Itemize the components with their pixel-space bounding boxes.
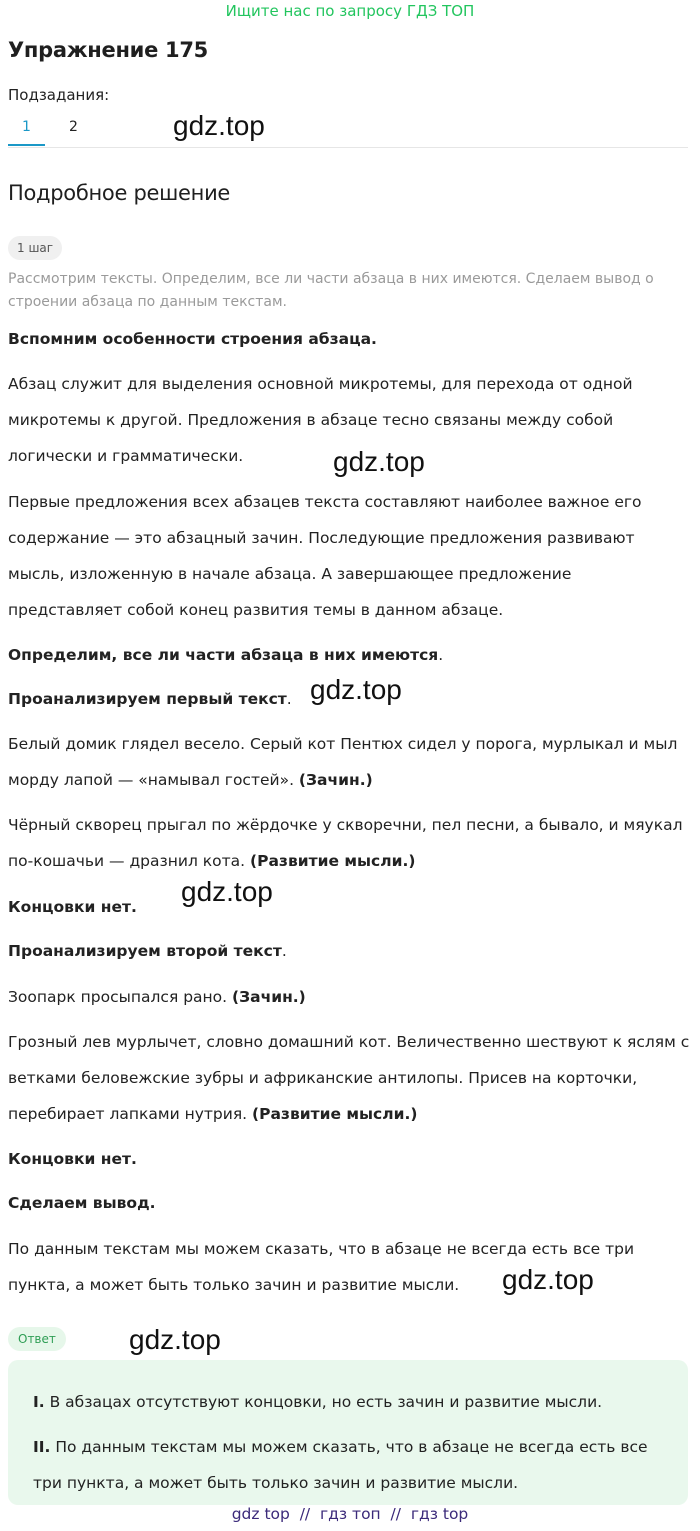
watermark: gdz.top [173, 110, 265, 141]
answer-badge: Ответ [8, 1327, 66, 1351]
subtasks-label: Подзадания: [8, 86, 110, 104]
conclude-heading: Сделаем вывод. [8, 1194, 156, 1212]
solution-title: Подробное решение [8, 181, 231, 205]
text1-p1-body: Белый домик глядел весело. Серый кот Пентюх сидел у порога, мурлыкал и мыл морду лапой — «намывал гостей». [8, 735, 678, 789]
text1-p2-note: (Развитие мысли.) [250, 852, 416, 870]
text2-p2-note: (Развитие мысли.) [252, 1105, 418, 1123]
text1-paragraph-1 [8, 726, 690, 798]
no-ending-2: Концовки нет. [8, 1150, 137, 1168]
text1-paragraph-2 [8, 807, 690, 879]
answer-1-text: В абзацах отсутствуют концовки, но есть зачин и развитие мысли. [44, 1393, 603, 1411]
analyze-first-end: . [286, 690, 292, 708]
analyze-second-end: . [281, 942, 287, 960]
subtask-tabs [8, 116, 688, 148]
tab-1[interactable]: 1 [8, 116, 45, 146]
analyze-first-text: Проанализируем первый текст [8, 690, 287, 708]
recall-heading: Вспомним особенности строения абзаца. [8, 330, 377, 348]
tab-2[interactable]: 2 [69, 119, 78, 135]
define-heading-end: . [438, 646, 444, 664]
analyze-second-text: Проанализируем второй текст [8, 942, 282, 960]
text1-p2-body: Чёрный скворец прыгал по жёрдочке у скворечни, пел песни, а бывало, и мяукал по-кошачьи — дразнил кота. [8, 816, 683, 870]
answer-item-1 [33, 1387, 673, 1417]
watermark: gdz.top [181, 876, 273, 907]
analyze-second-heading [8, 938, 690, 964]
text1-p1-note: (Зачин.) [298, 771, 373, 789]
no-ending-1: Концовки нет. [8, 898, 137, 916]
step-intro: Рассмотрим тексты. Определим, все ли части абзаца в них имеются. Сделаем вывод о строении абзаца по данным текстам. [8, 271, 654, 310]
text2-p1-body: Зоопарк просыпался рано. [8, 988, 233, 1006]
answer-item-2 [33, 1429, 673, 1501]
watermark: gdz.top [310, 674, 402, 705]
text2-paragraph-1 [8, 979, 690, 1015]
step-badge: 1 шаг [8, 236, 62, 260]
text2-p2-body: Грозный лев мурлычет, словно домашний кот. Величественно шествуют к яслям с ветками беловежские зубры и африканские антилопы. Присев на корточки, перебирает лапками нутрия. [8, 1033, 690, 1123]
footer-links[interactable]: gdz top // гдз топ // гдз top [231, 1505, 469, 1523]
watermark: gdz.top [502, 1264, 594, 1295]
answer-2-number: II. [33, 1438, 51, 1456]
define-heading [8, 642, 690, 668]
text2-p1-note: (Зачин.) [232, 988, 306, 1006]
zachin-paragraph: Первые предложения всех абзацев текста составляют наиболее важное его содержание — это абзацный зачин. Последующие предложения развивают мысль, изложенную в начале абзаца. А завершающее предложение представляет собой конец развития темы в данном абзаце. [8, 493, 642, 619]
abzac-paragraph: Абзац служит для выделения основной микротемы, для перехода от одной микротемы к другой. Предложения в абзаце тесно связаны между собой логически и грамматически. [8, 375, 633, 465]
watermark: gdz.top [333, 446, 425, 477]
text2-paragraph-2 [8, 1024, 690, 1132]
answer-2-text: По данным текстам мы можем сказать, что в абзаце не всегда есть все три пункта, а может быть только зачин и развитие мысли. [33, 1438, 648, 1492]
page-title: Упражнение 175 [8, 38, 208, 62]
define-heading-text: Определим, все ли части абзаца в них имеются [8, 646, 439, 664]
conclusion-paragraph: По данным текстам мы можем сказать, что в абзаце не всегда есть все три пункта, а может быть только зачин и развитие мысли. [8, 1240, 635, 1294]
answer-1-number: I. [33, 1393, 45, 1411]
promo-banner[interactable]: Ищите нас по запросу ГДЗ ТОП [225, 2, 475, 20]
watermark: gdz.top [129, 1324, 221, 1355]
